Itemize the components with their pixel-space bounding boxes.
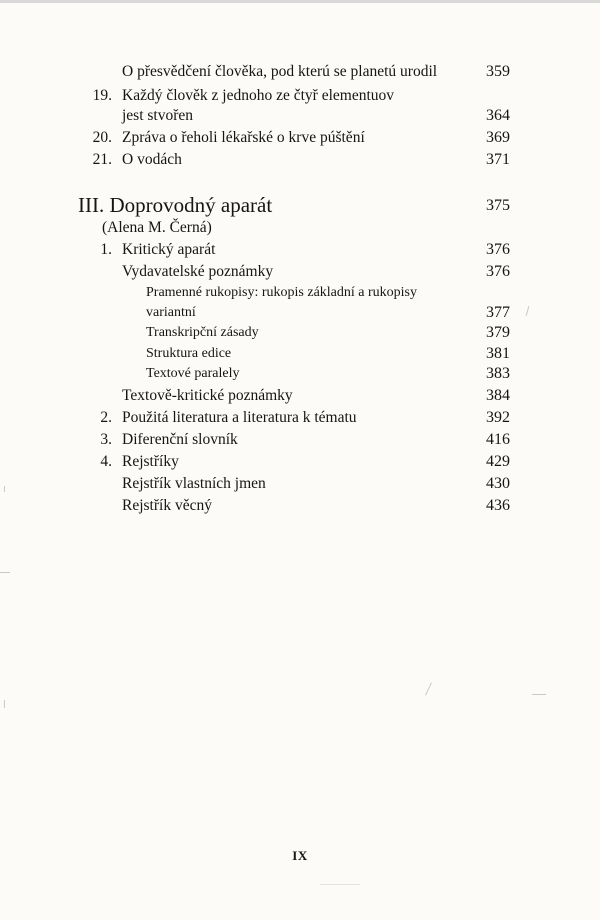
toc-entry-title: Vydavatelské poznámky: [122, 263, 274, 280]
toc-entry-page: 376: [486, 263, 510, 280]
toc-entry-title: Použitá literatura a literatura k tématu: [122, 409, 357, 426]
toc-entry: [122, 106, 193, 126]
scan-mark: [526, 306, 530, 316]
toc-entry: [146, 364, 239, 383]
scan-mark: [320, 884, 360, 885]
section-heading: [78, 192, 272, 218]
toc-entry: [146, 323, 259, 342]
toc-entry-page: 436: [486, 497, 510, 514]
toc-entry-page: 429: [486, 453, 510, 470]
toc-entry-page: 359: [486, 63, 510, 80]
toc-entry-page: 364: [486, 107, 510, 124]
toc-entry-page: 381: [486, 345, 510, 362]
toc-entry-title: O vodách: [122, 151, 182, 168]
toc-entry-title: Kritický aparát: [122, 241, 216, 258]
toc-entry: [146, 344, 231, 363]
toc-entry: [122, 62, 437, 82]
toc-entry: [122, 262, 273, 282]
toc-entry-title: Pramenné rukopisy: rukopis základní a rukopisy: [146, 285, 418, 300]
scan-mark: [532, 694, 546, 695]
toc-entry-number: 1.: [100, 241, 112, 258]
toc-entry-page: 371: [486, 151, 510, 168]
toc-entry: [146, 303, 196, 322]
toc-entry-title: Rejstřík vlastních jmen: [122, 475, 266, 492]
toc-entry-title: Zpráva o řeholi lékařské o krve púštění: [122, 129, 365, 146]
scan-edge: [0, 0, 600, 3]
toc-entry: [122, 474, 266, 494]
toc-entry-number: 19.: [92, 87, 112, 104]
toc-entry-page: 379: [486, 324, 510, 341]
section-author: [102, 218, 212, 238]
toc-entry-number: 20.: [92, 129, 112, 146]
scan-mark: [4, 700, 5, 708]
toc-entry-number: 3.: [100, 431, 112, 448]
section-title: Doprovodný aparát: [109, 193, 273, 217]
toc-entry-title: Textové paralely: [146, 366, 240, 381]
toc-entry-page: 430: [486, 475, 510, 492]
toc-entry-number: 21.: [92, 151, 112, 168]
page-number: IX: [292, 848, 308, 863]
toc-entry-number: 4.: [100, 453, 112, 470]
toc-entry-title: Rejstříky: [122, 453, 179, 470]
toc-entry-title: Textově-kritické poznámky: [122, 387, 293, 404]
toc-entry: [122, 496, 212, 516]
toc-entry-title: Každý člověk z jednoho ze čtyř elementuov: [122, 87, 394, 104]
toc-entry: [146, 283, 417, 302]
toc-entry-page: 377: [486, 304, 510, 321]
toc-entry-page: 376: [486, 241, 510, 258]
scan-mark: [0, 572, 10, 573]
toc-entry-title: variantní: [146, 305, 196, 320]
toc-entry-title: Transkripční zásady: [146, 325, 259, 340]
author-name: (Alena M. Černá): [102, 219, 212, 236]
toc-entry-page: 369: [486, 129, 510, 146]
toc-entry-page: 375: [486, 197, 510, 214]
section-number: III.: [78, 193, 105, 217]
toc-entry: [122, 386, 293, 406]
scan-mark: [4, 486, 5, 492]
toc-entry-title: jest stvořen: [122, 107, 194, 124]
toc-entry-page: 392: [486, 409, 510, 426]
toc-entry-page: 383: [486, 365, 510, 382]
toc-entry-title: Struktura edice: [146, 346, 232, 361]
toc-entry-page: 384: [486, 387, 510, 404]
toc-entry-title: Rejstřík věcný: [122, 497, 212, 514]
toc-entry-title: O přesvědčení člověka, pod kterú se planetú urodil: [122, 63, 438, 80]
toc-entry-title: Diferenční slovník: [122, 431, 238, 448]
toc-entry-page: 416: [486, 431, 510, 448]
scan-mark: [425, 682, 432, 695]
toc-entry-number: 2.: [100, 409, 112, 426]
